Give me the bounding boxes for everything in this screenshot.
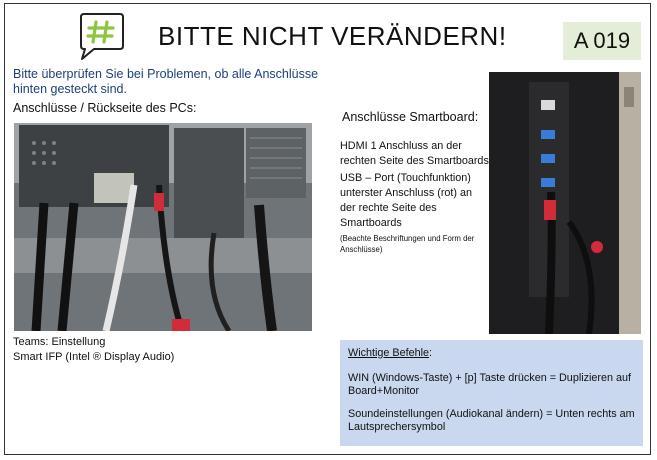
connector-note: (Beachte Beschriftungen und Form der Anschlüsse) xyxy=(340,234,475,254)
teams-line-1: Teams: Einstellung xyxy=(13,336,106,348)
hashtag-speech-bubble-logo xyxy=(76,10,126,62)
teams-setting-note xyxy=(13,335,174,365)
command-sound-settings: Soundeinstellungen (Audiokanal ändern) = Unten rechts am Lautsprechersymbol xyxy=(348,408,635,433)
pc-rear-photo xyxy=(14,123,312,331)
smartboard-side-photo xyxy=(489,72,641,334)
teams-line-2: Smart IFP (Intel ® Display Audio) xyxy=(13,351,175,363)
command-duplicate-display: WIN (Windows-Taste) + [p] Taste drücken = Duplizieren auf Board+Monitor xyxy=(348,372,632,397)
hdmi-instruction: HDMI 1 Anschluss an der rechten Seite des Smartboards xyxy=(340,140,489,167)
commands-heading: Wichtige Befehle: xyxy=(348,347,433,359)
page-title: BITTE NICHT VERÄNDERN! xyxy=(158,21,507,51)
smartboard-instructions xyxy=(340,139,490,255)
usb-instruction: USB – Port (Touchfunktion) unterster Anschluss (rot) an der rechte Seite des Smartboards xyxy=(340,172,473,229)
intro-text: Bitte überprüfen Sie bei Problemen, ob alle Anschlüsse hinten gesteckt sind. xyxy=(13,67,319,96)
pc-section-heading: Anschlüsse / Rückseite des PCs: xyxy=(13,101,197,115)
room-code-badge: A 019 xyxy=(563,22,641,60)
smartboard-section-heading: Anschlüsse Smartboard: xyxy=(342,110,479,124)
important-commands-box xyxy=(340,340,643,446)
